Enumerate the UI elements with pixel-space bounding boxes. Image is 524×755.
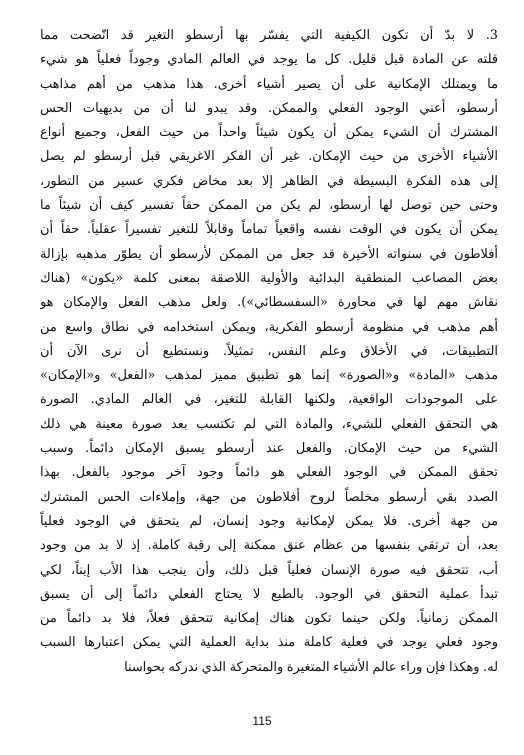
text-line: أهم مذهب في منظومة أرسطو الفكرية، ويمكن استخدامه في نطاق واسع من (40, 319, 498, 335)
text-line: قلته عن المادة قبل قليل. كل ما يوجد في العالم المادي وجوداً فعلياً هو شيء (40, 52, 498, 68)
text-line: بعد، أن ترتقي بنفسها من عظام عنق ممكنة إلى رقبة كاملة. إذ لا بد من وجود (40, 538, 498, 554)
text-line: الأشياء الأخرى من حيث الإمكان. غير أن الفكر الاغريقي قبل أرسطو لم يصل (40, 149, 498, 165)
text-line: وحتى حين توصل لها أرسطو، لم يكن من الممكن حقاً تفسير كيف أن شيئاً ما (40, 198, 498, 214)
text-line: الصدد بقي أرسطو مخلصاً لروح أفلاطون من جهة، وإملاءات الحس المشترك (40, 489, 498, 505)
text-line: تبدأ عملية التحقق في الوجود. بالطبع لا يحتاج الفعلي دائماً إلى أن يسبق (40, 586, 498, 602)
text-line: إلى هذه الفكرة البسيطة في الظاهر إلا بعد مخاض فكري عسير من التطور، (40, 173, 498, 189)
text-line: تحقق الممكن في الوجود الفعلي هو دائماً وجود آخر موجود بالفعل. بهذا (40, 465, 498, 481)
text-line: على الموجودات الواقعية، ولكنها القابلة للتغير، في العالم المادي. الصورة (40, 392, 498, 408)
text-line: الممكن زمانياً. ولكن حينما تكون هناك إمكانية تتحقق فعلاً، فلا بد دائماً من (40, 611, 498, 627)
text-line: هي التحقق الفعلي للشيء، والمادة التي لم تكتسب بعد صورة معينة هي ذلك (40, 416, 498, 432)
text-line: أرسطو، أعني الوجود الفعلي والممكن. وقد يبدو لنا أن من بديهيات الحس (40, 100, 498, 116)
text-line: أفلاطون في سنواته الأخيرة قد جعل من الممكن لأرسطو أن يطوّر مذهبه بإزالة (40, 246, 498, 262)
text-line: بعض المصاعب المنطقية البدائية والأولية اللاصقة بمعنى كلمة «يكون» (هناك (40, 270, 498, 286)
body-text (40, 24, 498, 680)
text-line: من جهة أخرى. فلا يمكن لإمكانية وجود إنسان، لم يتحقق في الوجود فعلياً (40, 513, 498, 529)
text-line: نقاش مهم لها في محاورة «السفسطائي»). ولعل مذهب الفعل والإمكان هو (40, 295, 498, 311)
text-line: له. وهكذا فإن وراء عالم الأشياء المتغيرة والمتحركة الذي ندركه بحواسنا (124, 659, 498, 675)
text-line: التطبيقات، في الأخلاق وعلم النفس، تمثيلاً. ونستطيع أن نرى الآن أن (40, 343, 498, 359)
text-line: ما ويمتلك الإمكانية على أن يصير أشياء أخرى. هذا مذهب من أهم مذاهب (40, 76, 498, 92)
text-line: أب، تتحقق فيه صورة الإنسان فعلياً قبل ذلك، وأن ينجب هذا الأب إبناً، لكي (40, 562, 498, 578)
page-number: 115 (252, 714, 272, 728)
text-line: المشترك أن الشيء يمكن أن يكون شيئاً واحداً من حيث الفعل، وجميع أنواع (40, 125, 498, 141)
text-line: يمكن أن يكون في الوقت نفسه واقعياً تماماً وقابلاً للتغير تفسيراً عقلياً. حقاً أن (40, 222, 498, 238)
text-line: الشيء من حيث الإمكان. والفعل عند أرسطو يسبق الإمكان دائماً. وسبب (40, 441, 498, 457)
text-line: مذهب «المادة» و«الصورة» إنما هو تطبيق مميز لمذهب «الفعل» و«الإمكان» (40, 368, 498, 384)
text-line: 3. لا بدّ أن تكون الكيفية التي يفسّر بها أرسطو التغير قد اتّضحت مما (40, 28, 498, 43)
text-line: وجود فعلي يوجد في فعلية كاملة منذ بداية العملية التي يمكن اعتبارها السبب (40, 635, 498, 651)
